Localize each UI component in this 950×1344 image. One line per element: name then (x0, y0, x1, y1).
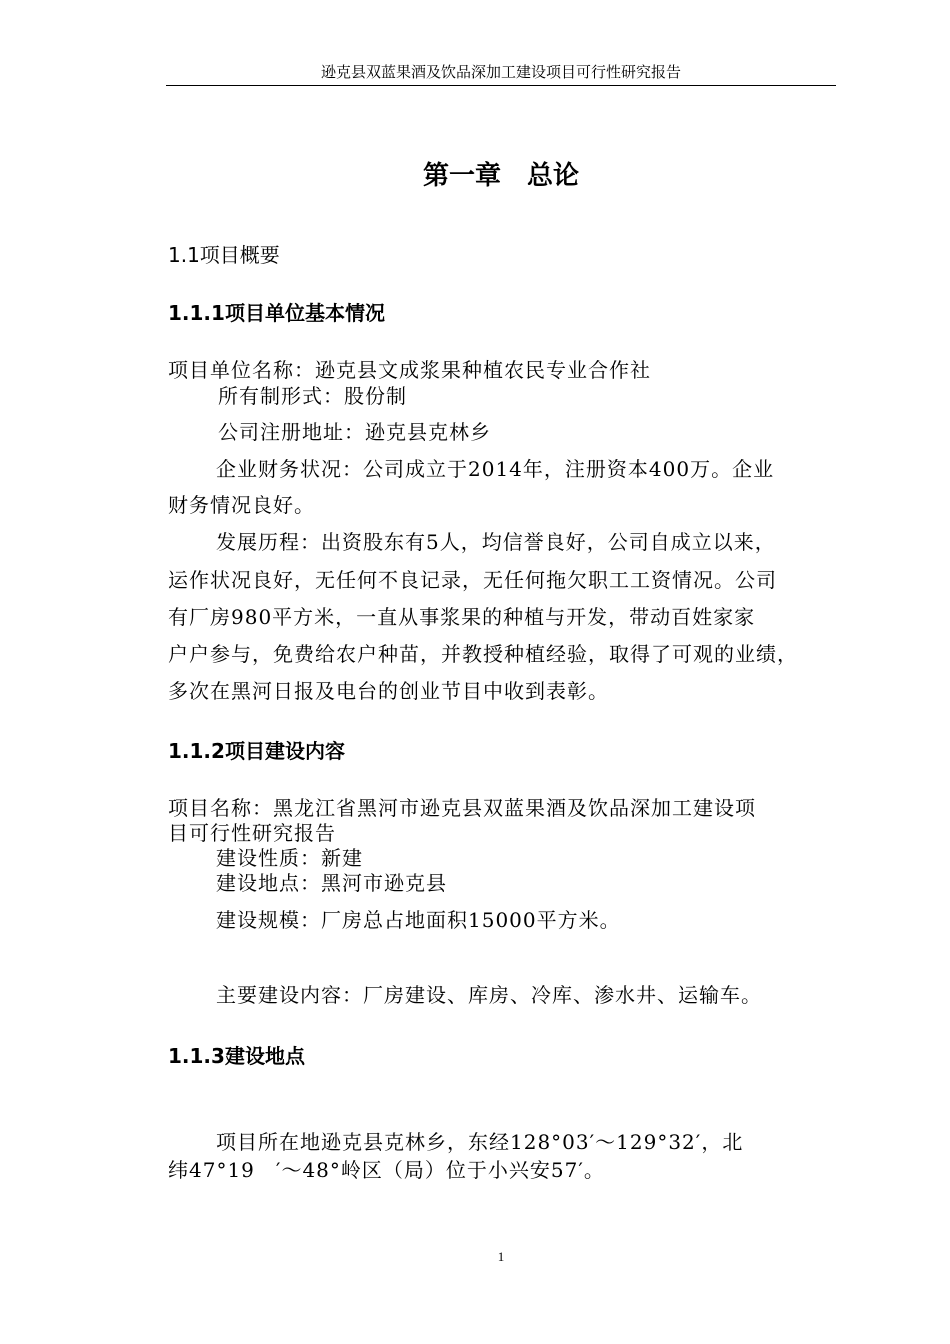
section-heading-1-1-1: 1.1.1项目单位基本情况 (168, 301, 385, 325)
nature-line: 建设性质：新建 (216, 846, 363, 870)
section-heading-1-1-2: 1.1.2项目建设内容 (168, 739, 345, 763)
finance-line-2: 财务情况良好。 (168, 493, 315, 517)
location-line: 建设地点：黑河市逊克县 (216, 871, 447, 895)
unit-name-line: 项目单位名称：逊克县文成浆果种植农民专业合作社 (168, 358, 651, 382)
section-heading-1-1: 1.1项目概要 (168, 243, 280, 267)
scale-line: 建设规模：厂房总占地面积15000平方米。 (216, 908, 621, 932)
section-heading-1-1-3: 1.1.3建设地点 (168, 1044, 305, 1068)
history-line-2: 运作状况良好，无任何不良记录，无任何拖欠职工工资情况。公司 (168, 568, 777, 592)
location-para-line-2: 纬47°19 ′～48°岭区（局）位于小兴安57′。 (168, 1158, 605, 1182)
history-line-5: 多次在黑河日报及电台的创业节目中收到表彰。 (168, 679, 609, 703)
page-number: 1 (497, 1249, 505, 1264)
history-line-3: 有厂房980平方米，一直从事浆果的种植与开发，带动百姓家家 (168, 605, 756, 629)
running-header: 逊克县双蓝果酒及饮品深加工建设项目可行性研究报告 (320, 63, 681, 81)
header-rule (166, 85, 836, 86)
history-line-1: 发展历程：出资股东有5人，均信誉良好，公司自成立以来， (216, 530, 776, 554)
project-name-line-1: 项目名称：黑龙江省黑河市逊克县双蓝果酒及饮品深加工建设项 (168, 796, 756, 820)
ownership-line: 所有制形式：股份制 (218, 384, 407, 408)
location-para-line-1: 项目所在地逊克县克林乡，东经128°03′～129°32′，北 (216, 1130, 744, 1154)
finance-line-1: 企业财务状况：公司成立于2014年，注册资本400万。企业 (216, 457, 775, 481)
contents-line: 主要建设内容：厂房建设、库房、冷库、渗水井、运输车。 (216, 983, 762, 1007)
address-line: 公司注册地址：逊克县克林乡 (218, 420, 491, 444)
project-name-line-2: 目可行性研究报告 (168, 821, 336, 845)
history-line-4: 户户参与，免费给农户种苗，并教授种植经验，取得了可观的业绩， (168, 642, 798, 666)
chapter-title: 第一章 总论 (422, 161, 579, 191)
